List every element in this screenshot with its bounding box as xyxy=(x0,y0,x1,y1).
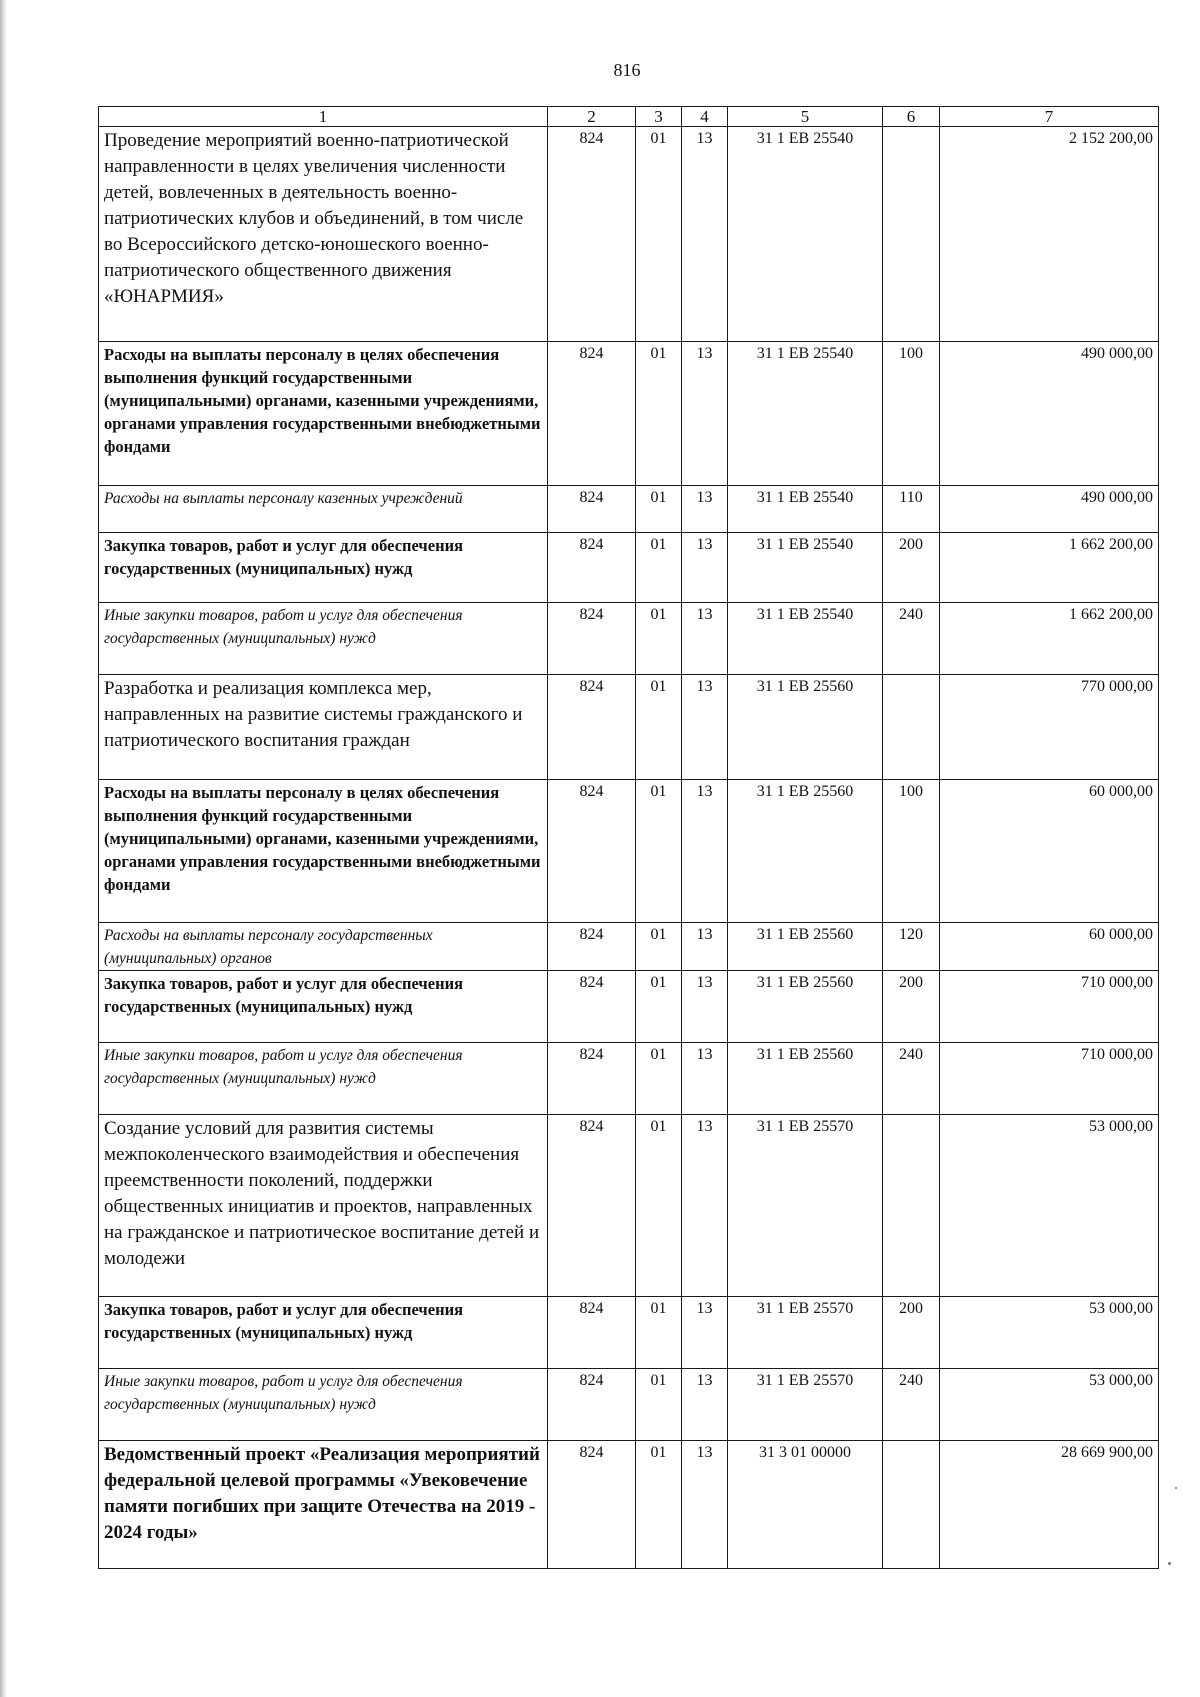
row-section-cell: 01 xyxy=(636,1369,682,1441)
row-target-item-cell: 31 3 01 00000 xyxy=(728,1441,883,1569)
row-amount-cell: 490 000,00 xyxy=(940,342,1159,486)
header-col-5: 5 xyxy=(728,107,883,127)
row-amount-cell: 490 000,00 xyxy=(940,486,1159,533)
row-expense-type-cell: 240 xyxy=(883,603,940,675)
row-expense-type-cell: 110 xyxy=(883,486,940,533)
row-amount-cell: 60 000,00 xyxy=(940,923,1159,971)
row-target-item-cell: 31 1 EB 25570 xyxy=(728,1297,883,1369)
table-row xyxy=(99,603,1159,675)
row-expense-type-cell: 120 xyxy=(883,923,940,971)
header-col-3: 3 xyxy=(636,107,682,127)
row-name-cell: Расходы на выплаты персоналу казенных учреждений xyxy=(99,486,548,533)
scan-speck xyxy=(1175,1487,1177,1489)
header-col-6: 6 xyxy=(883,107,940,127)
row-name-cell: Создание условий для развития системы межпоколенческого взаимодействия и обеспечения преемственности поколений, поддержки общественных инициатив и проектов, направленных на гражданское и патриотическое воспитание детей и молодежи xyxy=(99,1115,548,1297)
budget-table xyxy=(98,106,1159,1569)
row-section-cell: 01 xyxy=(636,1115,682,1297)
table-row xyxy=(99,127,1159,342)
row-name-cell: Иные закупки товаров, работ и услуг для обеспечения государственных (муниципальных) нужд xyxy=(99,1369,548,1441)
row-name-cell: Проведение мероприятий военно-патриотической направленности в целях увеличения численности детей, вовлеченных в деятельность военно-патриотических клубов и объединений, в том числе во Всероссийского детско-юношеского военно-патриотического общественного движения «ЮНАРМИЯ» xyxy=(99,127,548,342)
row-name-cell: Разработка и реализация комплекса мер, направленных на развитие системы гражданского и патриотического воспитания граждан xyxy=(99,675,548,780)
row-subsection-cell: 13 xyxy=(682,342,728,486)
row-section-cell: 01 xyxy=(636,780,682,923)
table-row xyxy=(99,971,1159,1043)
row-subsection-cell: 13 xyxy=(682,1297,728,1369)
row-target-item-cell: 31 1 EB 25560 xyxy=(728,923,883,971)
row-target-item-cell: 31 1 EB 25540 xyxy=(728,603,883,675)
row-code-cell: 824 xyxy=(548,533,636,603)
row-target-item-cell: 31 1 EB 25540 xyxy=(728,127,883,342)
row-expense-type-cell: 100 xyxy=(883,342,940,486)
row-target-item-cell: 31 1 EB 25540 xyxy=(728,342,883,486)
row-subsection-cell: 13 xyxy=(682,923,728,971)
row-expense-type-cell: 200 xyxy=(883,533,940,603)
row-section-cell: 01 xyxy=(636,603,682,675)
row-expense-type-cell xyxy=(883,127,940,342)
row-name-cell: Ведомственный проект «Реализация мероприятий федеральной целевой программы «Увековечение памяти погибших при защите Отечества на 2019 - 2024 годы» xyxy=(99,1441,548,1569)
header-col-1: 1 xyxy=(99,107,548,127)
row-amount-cell: 1 662 200,00 xyxy=(940,603,1159,675)
row-expense-type-cell: 200 xyxy=(883,1297,940,1369)
row-subsection-cell: 13 xyxy=(682,1369,728,1441)
row-amount-cell: 53 000,00 xyxy=(940,1115,1159,1297)
row-name-cell: Расходы на выплаты персоналу государственных (муниципальных) органов xyxy=(99,923,548,971)
row-target-item-cell: 31 1 EB 25560 xyxy=(728,780,883,923)
row-subsection-cell: 13 xyxy=(682,127,728,342)
row-expense-type-cell xyxy=(883,1441,940,1569)
header-col-2: 2 xyxy=(548,107,636,127)
table-row xyxy=(99,1369,1159,1441)
row-target-item-cell: 31 1 EB 25560 xyxy=(728,1043,883,1115)
row-subsection-cell: 13 xyxy=(682,971,728,1043)
row-expense-type-cell: 240 xyxy=(883,1369,940,1441)
row-subsection-cell: 13 xyxy=(682,486,728,533)
table-row xyxy=(99,342,1159,486)
row-target-item-cell: 31 1 EB 25570 xyxy=(728,1115,883,1297)
row-target-item-cell: 31 1 EB 25560 xyxy=(728,971,883,1043)
row-code-cell: 824 xyxy=(548,1441,636,1569)
row-name-cell: Иные закупки товаров, работ и услуг для обеспечения государственных (муниципальных) нужд xyxy=(99,603,548,675)
row-code-cell: 824 xyxy=(548,780,636,923)
row-amount-cell: 28 669 900,00 xyxy=(940,1441,1159,1569)
row-section-cell: 01 xyxy=(636,971,682,1043)
row-name-cell: Расходы на выплаты персоналу в целях обеспечения выполнения функций государственными (муниципальными) органами, казенными учреждениями, органами управления государственными внебюджетными фондами xyxy=(99,342,548,486)
row-amount-cell: 710 000,00 xyxy=(940,1043,1159,1115)
row-target-item-cell: 31 1 EB 25540 xyxy=(728,533,883,603)
row-name-cell: Расходы на выплаты персоналу в целях обеспечения выполнения функций государственными (муниципальными) органами, казенными учреждениями, органами управления государственными внебюджетными фондами xyxy=(99,780,548,923)
row-expense-type-cell: 240 xyxy=(883,1043,940,1115)
table-row xyxy=(99,486,1159,533)
row-section-cell: 01 xyxy=(636,1297,682,1369)
row-expense-type-cell: 200 xyxy=(883,971,940,1043)
row-amount-cell: 60 000,00 xyxy=(940,780,1159,923)
row-expense-type-cell xyxy=(883,1115,940,1297)
row-amount-cell: 770 000,00 xyxy=(940,675,1159,780)
row-expense-type-cell xyxy=(883,675,940,780)
row-code-cell: 824 xyxy=(548,127,636,342)
row-target-item-cell: 31 1 EB 25560 xyxy=(728,675,883,780)
row-section-cell: 01 xyxy=(636,675,682,780)
row-section-cell: 01 xyxy=(636,923,682,971)
row-section-cell: 01 xyxy=(636,533,682,603)
table-row xyxy=(99,675,1159,780)
row-code-cell: 824 xyxy=(548,1043,636,1115)
row-name-cell: Иные закупки товаров, работ и услуг для обеспечения государственных (муниципальных) нужд xyxy=(99,1043,548,1115)
row-subsection-cell: 13 xyxy=(682,1043,728,1115)
row-target-item-cell: 31 1 EB 25570 xyxy=(728,1369,883,1441)
row-name-cell: Закупка товаров, работ и услуг для обеспечения государственных (муниципальных) нужд xyxy=(99,971,548,1043)
row-subsection-cell: 13 xyxy=(682,533,728,603)
table-row xyxy=(99,1441,1159,1569)
row-code-cell: 824 xyxy=(548,342,636,486)
row-section-cell: 01 xyxy=(636,486,682,533)
row-subsection-cell: 13 xyxy=(682,675,728,780)
row-code-cell: 824 xyxy=(548,1297,636,1369)
table-row xyxy=(99,533,1159,603)
row-subsection-cell: 13 xyxy=(682,603,728,675)
row-name-cell: Закупка товаров, работ и услуг для обеспечения государственных (муниципальных) нужд xyxy=(99,533,548,603)
row-name-cell: Закупка товаров, работ и услуг для обеспечения государственных (муниципальных) нужд xyxy=(99,1297,548,1369)
table-row xyxy=(99,1297,1159,1369)
row-code-cell: 824 xyxy=(548,1369,636,1441)
row-section-cell: 01 xyxy=(636,342,682,486)
row-code-cell: 824 xyxy=(548,923,636,971)
row-target-item-cell: 31 1 EB 25540 xyxy=(728,486,883,533)
row-amount-cell: 710 000,00 xyxy=(940,971,1159,1043)
row-amount-cell: 53 000,00 xyxy=(940,1369,1159,1441)
row-code-cell: 824 xyxy=(548,1115,636,1297)
row-subsection-cell: 13 xyxy=(682,1115,728,1297)
scan-speck xyxy=(1168,1562,1171,1565)
row-section-cell: 01 xyxy=(636,1043,682,1115)
row-code-cell: 824 xyxy=(548,486,636,533)
row-amount-cell: 1 662 200,00 xyxy=(940,533,1159,603)
scan-edge xyxy=(0,0,7,1697)
row-subsection-cell: 13 xyxy=(682,780,728,923)
row-code-cell: 824 xyxy=(548,603,636,675)
row-amount-cell: 2 152 200,00 xyxy=(940,127,1159,342)
header-col-7: 7 xyxy=(940,107,1159,127)
page-number: 816 xyxy=(613,60,641,80)
row-code-cell: 824 xyxy=(548,675,636,780)
table-row xyxy=(99,780,1159,923)
row-section-cell: 01 xyxy=(636,1441,682,1569)
row-subsection-cell: 13 xyxy=(682,1441,728,1569)
header-col-4: 4 xyxy=(682,107,728,127)
row-section-cell: 01 xyxy=(636,127,682,342)
row-code-cell: 824 xyxy=(548,971,636,1043)
table-header-row xyxy=(99,107,1159,127)
table-row xyxy=(99,1043,1159,1115)
table-row xyxy=(99,923,1159,971)
row-amount-cell: 53 000,00 xyxy=(940,1297,1159,1369)
table-row xyxy=(99,1115,1159,1297)
row-expense-type-cell: 100 xyxy=(883,780,940,923)
